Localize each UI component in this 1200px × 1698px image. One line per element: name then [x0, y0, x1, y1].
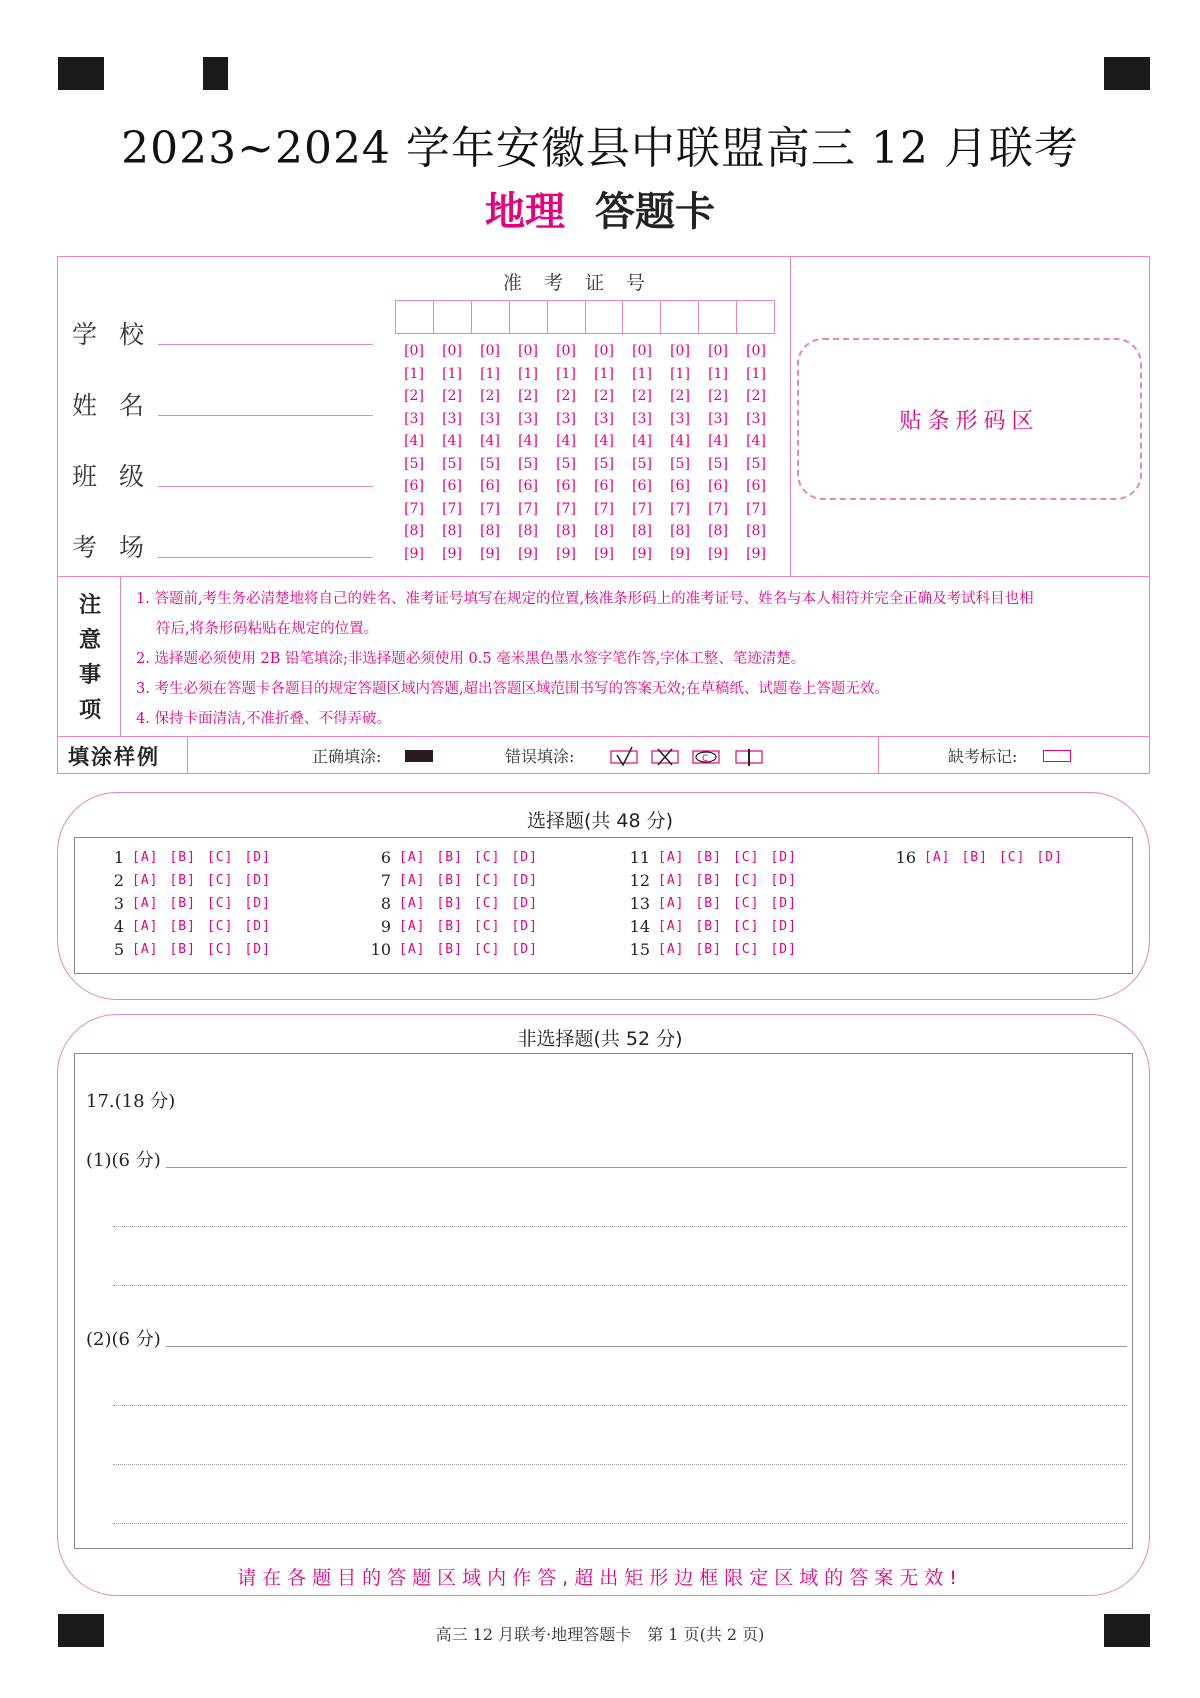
mc-question-row: [622, 940, 808, 959]
digit-bubble[interactable]: [4]: [518, 433, 538, 450]
digit-bubble[interactable]: [6]: [442, 478, 462, 495]
mc-option-bubble[interactable]: [A]: [132, 873, 159, 888]
id-box[interactable]: [548, 301, 586, 333]
digit-row-8: [395, 520, 775, 543]
mc-option-bubble[interactable]: [B]: [169, 850, 196, 865]
class-field[interactable]: [158, 486, 373, 487]
digit-row-4: [395, 430, 775, 453]
mc-question-number: 12: [629, 871, 650, 890]
digit-bubble[interactable]: [4]: [670, 433, 690, 450]
q17-1-label: (1)(6 分): [86, 1150, 161, 1171]
mc-option-bubble[interactable]: [B]: [695, 942, 722, 957]
digit-bubble[interactable]: [0]: [746, 343, 766, 360]
digit-bubble[interactable]: [0]: [556, 343, 576, 360]
mc-option-bubble[interactable]: [C]: [473, 919, 501, 934]
digit-bubble[interactable]: [4]: [632, 433, 652, 450]
digit-bubble[interactable]: [2]: [518, 388, 538, 405]
card-title: [0, 180, 1200, 237]
digit-bubble[interactable]: [5]: [746, 455, 766, 472]
mc-question-row: [622, 848, 808, 867]
mc-question-number: 9: [380, 917, 391, 936]
mc-option-bubble[interactable]: [D]: [770, 873, 797, 888]
name-label: 姓名: [72, 391, 167, 420]
notice-top-border: [57, 576, 1150, 577]
digit-bubble[interactable]: [6]: [708, 478, 728, 495]
digit-bubble[interactable]: [7]: [404, 500, 424, 517]
id-box[interactable]: [623, 301, 661, 333]
registration-mark-top-left: [58, 57, 104, 90]
mc-option-bubble[interactable]: [C]: [206, 919, 234, 934]
mc-option-bubble[interactable]: [A]: [399, 919, 426, 934]
digit-row-7: [395, 498, 775, 521]
barcode-area: 贴条形码区: [797, 338, 1142, 500]
notice-item-4: 4. 保持卡面清洁,不准折叠、不得弄破。: [136, 711, 392, 727]
mc-question-row: [888, 848, 1074, 867]
answer-line[interactable]: [113, 1405, 1127, 1406]
mc-question-row: [363, 917, 549, 936]
mc-option-bubble[interactable]: [B]: [436, 850, 463, 865]
exam-title: 2023~2024 学年安徽县中联盟高三 12 月联考: [121, 123, 1079, 174]
mc-option-bubble[interactable]: [A]: [132, 896, 159, 911]
mc-option-bubble[interactable]: [D]: [244, 850, 271, 865]
mc-option-bubble[interactable]: [C]: [732, 942, 760, 957]
digit-bubble[interactable]: [6]: [632, 478, 652, 495]
digit-bubble[interactable]: [6]: [518, 478, 538, 495]
notice-title: 注意事项: [78, 593, 101, 723]
digit-bubble[interactable]: [3]: [746, 410, 766, 427]
id-box[interactable]: [396, 301, 434, 333]
correct-fill-label: 正确填涂:: [312, 747, 382, 766]
mc-option-bubble[interactable]: [B]: [169, 896, 196, 911]
mc-option-bubble[interactable]: [C]: [206, 873, 234, 888]
digit-bubble[interactable]: [5]: [708, 455, 728, 472]
mc-question-row: [363, 940, 549, 959]
mc-option-bubble[interactable]: [B]: [436, 942, 463, 957]
digit-bubble[interactable]: [9]: [708, 545, 728, 562]
digit-row-9: [395, 543, 775, 566]
digit-bubble[interactable]: [5]: [442, 455, 462, 472]
answer-line[interactable]: [113, 1523, 1127, 1524]
correct-fill-example: [405, 750, 433, 762]
digit-row-0: [395, 340, 775, 363]
mc-question-number: 7: [380, 871, 391, 890]
mc-option-bubble[interactable]: [A]: [399, 896, 426, 911]
digit-bubble[interactable]: [4]: [480, 433, 500, 450]
mc-option-bubble[interactable]: [C]: [998, 850, 1026, 865]
digit-bubble[interactable]: [2]: [480, 388, 500, 405]
mc-question-number: 5: [113, 940, 124, 959]
digit-bubble[interactable]: [0]: [404, 343, 424, 360]
sample-title: 填涂样例: [68, 745, 160, 769]
mc-option-bubble[interactable]: [D]: [770, 942, 797, 957]
mc-option-bubble[interactable]: [C]: [473, 896, 501, 911]
digit-bubble[interactable]: [6]: [404, 478, 424, 495]
digit-bubble[interactable]: [9]: [480, 545, 500, 562]
mc-question-row: [96, 940, 282, 959]
mc-option-bubble[interactable]: [B]: [961, 850, 988, 865]
digit-bubble[interactable]: [0]: [442, 343, 462, 360]
mc-option-bubble[interactable]: [B]: [436, 919, 463, 934]
digit-bubble[interactable]: [6]: [594, 478, 614, 495]
mc-option-bubble[interactable]: [D]: [244, 896, 271, 911]
mc-option-bubble[interactable]: [D]: [511, 919, 538, 934]
class-label: 班级: [72, 462, 167, 491]
sample-title-divider: [187, 736, 188, 774]
mc-option-bubble[interactable]: [A]: [399, 942, 426, 957]
digit-bubble[interactable]: [1]: [404, 365, 424, 382]
id-box[interactable]: [434, 301, 472, 333]
mc-option-bubble[interactable]: [C]: [732, 850, 760, 865]
card-name: 答题卡: [595, 189, 715, 235]
digit-bubble[interactable]: [5]: [404, 455, 424, 472]
digit-bubble[interactable]: [9]: [404, 545, 424, 562]
digit-bubble[interactable]: [2]: [404, 388, 424, 405]
digit-row-5: [395, 453, 775, 476]
digit-row-2: [395, 385, 775, 408]
mc-option-bubble[interactable]: [B]: [169, 919, 196, 934]
answer-line[interactable]: [113, 1464, 1127, 1465]
mc-option-bubble[interactable]: [C]: [732, 873, 760, 888]
digit-bubble[interactable]: [0]: [594, 343, 614, 360]
digit-bubble[interactable]: [9]: [670, 545, 690, 562]
digit-row-1: [395, 363, 775, 386]
mc-question-row: [96, 848, 282, 867]
mc-question-number: 6: [380, 848, 391, 867]
notice-item-3: 3. 考生必须在答题卡各题目的规定答题区域内答题,超出答题区域范围书写的答案无效;在草稿纸、试题卷上答题无效。: [136, 681, 889, 697]
mc-question-number: 4: [113, 917, 124, 936]
subject-name: 地理: [485, 189, 565, 235]
answer-line[interactable]: [113, 1226, 1127, 1227]
absent-mark-label: 缺考标记:: [948, 747, 1018, 766]
digit-bubble[interactable]: [9]: [556, 545, 576, 562]
digit-bubble[interactable]: [5]: [518, 455, 538, 472]
digit-bubble[interactable]: [8]: [632, 523, 652, 540]
mc-option-bubble[interactable]: [A]: [924, 850, 951, 865]
digit-bubble[interactable]: [0]: [632, 343, 652, 360]
mc-option-bubble[interactable]: [D]: [770, 919, 797, 934]
digit-bubble[interactable]: [6]: [670, 478, 690, 495]
wrong-fill-examples: [610, 745, 770, 767]
answer-line[interactable]: [166, 1167, 1127, 1168]
digit-bubble[interactable]: [7]: [442, 500, 462, 517]
mc-question-number: 1: [113, 848, 124, 867]
mc-option-bubble[interactable]: [B]: [436, 896, 463, 911]
digit-bubble[interactable]: [8]: [518, 523, 538, 540]
mc-option-bubble[interactable]: [A]: [132, 850, 159, 865]
mc-option-bubble[interactable]: [B]: [695, 850, 722, 865]
id-box[interactable]: [472, 301, 510, 333]
mc-option-bubble[interactable]: [D]: [511, 942, 538, 957]
school-label: 学校: [72, 320, 167, 349]
svg-text:C: C: [702, 754, 709, 764]
digit-bubble[interactable]: [7]: [708, 500, 728, 517]
mc-option-bubble[interactable]: [A]: [658, 919, 685, 934]
digit-bubble[interactable]: [6]: [480, 478, 500, 495]
digit-row-6: [395, 475, 775, 498]
digit-bubble[interactable]: [4]: [708, 433, 728, 450]
digit-bubble[interactable]: [2]: [708, 388, 728, 405]
mc-question-row: [96, 894, 282, 913]
exam-id-digit-grid: [395, 340, 775, 565]
digit-bubble[interactable]: [0]: [518, 343, 538, 360]
id-box[interactable]: [737, 301, 774, 333]
mc-option-bubble[interactable]: [A]: [658, 896, 685, 911]
mc-question-row: [96, 871, 282, 890]
mc-option-bubble[interactable]: [A]: [658, 942, 685, 957]
digit-bubble[interactable]: [4]: [594, 433, 614, 450]
digit-bubble[interactable]: [3]: [708, 410, 728, 427]
digit-bubble[interactable]: [7]: [518, 500, 538, 517]
mc-question-number: 8: [380, 894, 391, 913]
mc-option-bubble[interactable]: [B]: [695, 873, 722, 888]
digit-bubble[interactable]: [5]: [480, 455, 500, 472]
wrong-fill-label: 错误填涂:: [505, 747, 575, 766]
wrong-fill-icons: [610, 745, 770, 767]
mc-option-bubble[interactable]: [C]: [206, 896, 234, 911]
digit-bubble[interactable]: [1]: [708, 365, 728, 382]
digit-bubble[interactable]: [3]: [480, 410, 500, 427]
digit-bubble[interactable]: [0]: [670, 343, 690, 360]
notice-item-1-continued: 符后,将条形码粘贴在规定的位置。: [156, 621, 379, 637]
nonmc-answer-box: [74, 1053, 1133, 1549]
mc-question-row: [622, 917, 808, 936]
digit-bubble[interactable]: [5]: [670, 455, 690, 472]
mc-question-number: 3: [113, 894, 124, 913]
mc-option-bubble[interactable]: [D]: [1036, 850, 1063, 865]
id-box[interactable]: [586, 301, 624, 333]
mc-option-bubble[interactable]: [C]: [206, 942, 234, 957]
mc-option-bubble[interactable]: [D]: [770, 896, 797, 911]
mc-question-row: [363, 848, 549, 867]
mc-option-bubble[interactable]: [D]: [244, 919, 271, 934]
digit-bubble[interactable]: [1]: [632, 365, 652, 382]
mc-option-bubble[interactable]: [D]: [770, 850, 797, 865]
digit-bubble[interactable]: [5]: [556, 455, 576, 472]
digit-bubble[interactable]: [7]: [556, 500, 576, 517]
mc-option-bubble[interactable]: [C]: [473, 942, 501, 957]
id-box[interactable]: [661, 301, 699, 333]
digit-bubble[interactable]: [7]: [746, 500, 766, 517]
mc-question-row: [622, 894, 808, 913]
notice-item-1: 1. 答题前,考生务必清楚地将自己的姓名、准考证号填写在规定的位置,核准条形码上的准考证号、姓名与本人相符并完全正确及考试科目也相: [136, 591, 1034, 607]
digit-bubble[interactable]: [1]: [442, 365, 462, 382]
answer-area-warning: 请在各题目的答题区域内作答,超出矩形边框限定区域的答案无效!: [237, 1567, 963, 1589]
digit-bubble[interactable]: [1]: [746, 365, 766, 382]
mc-option-bubble[interactable]: [D]: [511, 896, 538, 911]
mc-option-bubble[interactable]: [A]: [399, 873, 426, 888]
mc-question-number: 13: [629, 894, 650, 913]
digit-bubble[interactable]: [2]: [632, 388, 652, 405]
mc-option-bubble[interactable]: [A]: [658, 873, 685, 888]
notice-title-divider: [120, 576, 121, 736]
registration-mark-top-right: [1104, 57, 1150, 90]
digit-bubble[interactable]: [3]: [518, 410, 538, 427]
digit-bubble[interactable]: [0]: [708, 343, 728, 360]
mc-question-row: [96, 917, 282, 936]
mc-question-row: [363, 894, 549, 913]
mc-question-number: 16: [895, 848, 916, 867]
digit-bubble[interactable]: [1]: [480, 365, 500, 382]
mc-question-number: 11: [629, 848, 650, 867]
registration-mark-top-center: [203, 57, 228, 90]
sample-top-border: [57, 736, 1150, 737]
answer-line[interactable]: [113, 1285, 1127, 1286]
absent-divider: [878, 736, 879, 774]
mc-option-bubble[interactable]: [D]: [511, 873, 538, 888]
mc-option-bubble[interactable]: [B]: [695, 919, 722, 934]
mc-option-bubble[interactable]: [A]: [399, 850, 426, 865]
mc-option-bubble[interactable]: [B]: [169, 942, 196, 957]
notice-item-2: 2. 选择题必须使用 2B 铅笔填涂;非选择题必须使用 0.5 毫米黑色墨水签字笔作答,字体工整、笔迹清楚。: [136, 651, 806, 667]
digit-bubble[interactable]: [4]: [404, 433, 424, 450]
mc-question-number: 15: [629, 940, 650, 959]
school-field[interactable]: [158, 344, 373, 345]
info-divider: [790, 256, 791, 576]
mc-title: 选择题(共 48 分): [526, 810, 674, 832]
digit-bubble[interactable]: [8]: [480, 523, 500, 540]
digit-bubble[interactable]: [1]: [556, 365, 576, 382]
name-field[interactable]: [158, 415, 373, 416]
digit-bubble[interactable]: [3]: [404, 410, 424, 427]
digit-bubble[interactable]: [6]: [746, 478, 766, 495]
digit-bubble[interactable]: [8]: [594, 523, 614, 540]
q17-label: 17.(18 分): [86, 1091, 176, 1112]
digit-bubble[interactable]: [7]: [632, 500, 652, 517]
exam-id-title: 准考证号: [502, 272, 667, 294]
answer-line[interactable]: [166, 1346, 1127, 1347]
mc-option-bubble[interactable]: [C]: [206, 850, 234, 865]
digit-bubble[interactable]: [2]: [556, 388, 576, 405]
digit-bubble[interactable]: [7]: [670, 500, 690, 517]
mc-question-number: 2: [113, 871, 124, 890]
mc-option-bubble[interactable]: [B]: [695, 896, 722, 911]
q17-2-label: (2)(6 分): [86, 1329, 161, 1350]
mc-option-bubble[interactable]: [B]: [169, 873, 196, 888]
digit-bubble[interactable]: [8]: [404, 523, 424, 540]
digit-bubble[interactable]: [9]: [594, 545, 614, 562]
mc-option-bubble[interactable]: [A]: [658, 850, 685, 865]
digit-bubble[interactable]: [9]: [518, 545, 538, 562]
digit-bubble[interactable]: [8]: [746, 523, 766, 540]
digit-bubble[interactable]: [3]: [594, 410, 614, 427]
digit-bubble[interactable]: [9]: [442, 545, 462, 562]
digit-bubble[interactable]: [1]: [594, 365, 614, 382]
digit-bubble[interactable]: [9]: [746, 545, 766, 562]
page-footer: 高三 12 月联考·地理答题卡 第 1 页(共 2 页): [435, 1625, 765, 1644]
mc-option-bubble[interactable]: [D]: [511, 850, 538, 865]
digit-bubble[interactable]: [8]: [442, 523, 462, 540]
mc-option-bubble[interactable]: [C]: [473, 850, 501, 865]
mc-question-row: [622, 871, 808, 890]
digit-bubble[interactable]: [5]: [594, 455, 614, 472]
id-box[interactable]: [699, 301, 737, 333]
notice-list: [136, 584, 1141, 734]
digit-bubble[interactable]: [4]: [442, 433, 462, 450]
mc-option-bubble[interactable]: [D]: [244, 873, 271, 888]
mc-option-bubble[interactable]: [A]: [132, 919, 159, 934]
digit-bubble[interactable]: [7]: [594, 500, 614, 517]
exam-id-boxes[interactable]: [395, 300, 775, 334]
digit-bubble[interactable]: [3]: [556, 410, 576, 427]
digit-bubble[interactable]: [4]: [556, 433, 576, 450]
digit-bubble[interactable]: [1]: [518, 365, 538, 382]
mc-question-number: 14: [629, 917, 650, 936]
mc-option-bubble[interactable]: [B]: [436, 873, 463, 888]
mc-question-row: [363, 871, 549, 890]
digit-bubble[interactable]: [8]: [708, 523, 728, 540]
id-box[interactable]: [510, 301, 548, 333]
room-label: 考场: [72, 533, 167, 562]
digit-bubble[interactable]: [8]: [556, 523, 576, 540]
nonmc-title: 非选择题(共 52 分): [517, 1028, 683, 1050]
digit-bubble[interactable]: [0]: [480, 343, 500, 360]
mc-question-number: 10: [370, 940, 391, 959]
digit-bubble[interactable]: [4]: [746, 433, 766, 450]
mc-option-bubble[interactable]: [C]: [732, 896, 760, 911]
mc-option-bubble[interactable]: [D]: [244, 942, 271, 957]
digit-bubble[interactable]: [5]: [632, 455, 652, 472]
digit-row-3: [395, 408, 775, 431]
digit-bubble[interactable]: [3]: [670, 410, 690, 427]
digit-bubble[interactable]: [2]: [746, 388, 766, 405]
digit-bubble[interactable]: [2]: [442, 388, 462, 405]
digit-bubble[interactable]: [8]: [670, 523, 690, 540]
digit-bubble[interactable]: [1]: [670, 365, 690, 382]
digit-bubble[interactable]: [9]: [632, 545, 652, 562]
digit-bubble[interactable]: [7]: [480, 500, 500, 517]
digit-bubble[interactable]: [3]: [632, 410, 652, 427]
mc-option-bubble[interactable]: [A]: [132, 942, 159, 957]
digit-bubble[interactable]: [6]: [556, 478, 576, 495]
mc-option-bubble[interactable]: [C]: [473, 873, 501, 888]
digit-bubble[interactable]: [2]: [594, 388, 614, 405]
digit-bubble[interactable]: [2]: [670, 388, 690, 405]
absent-mark-box[interactable]: [1043, 750, 1071, 762]
mc-option-bubble[interactable]: [C]: [732, 919, 760, 934]
digit-bubble[interactable]: [3]: [442, 410, 462, 427]
room-field[interactable]: [158, 557, 373, 558]
